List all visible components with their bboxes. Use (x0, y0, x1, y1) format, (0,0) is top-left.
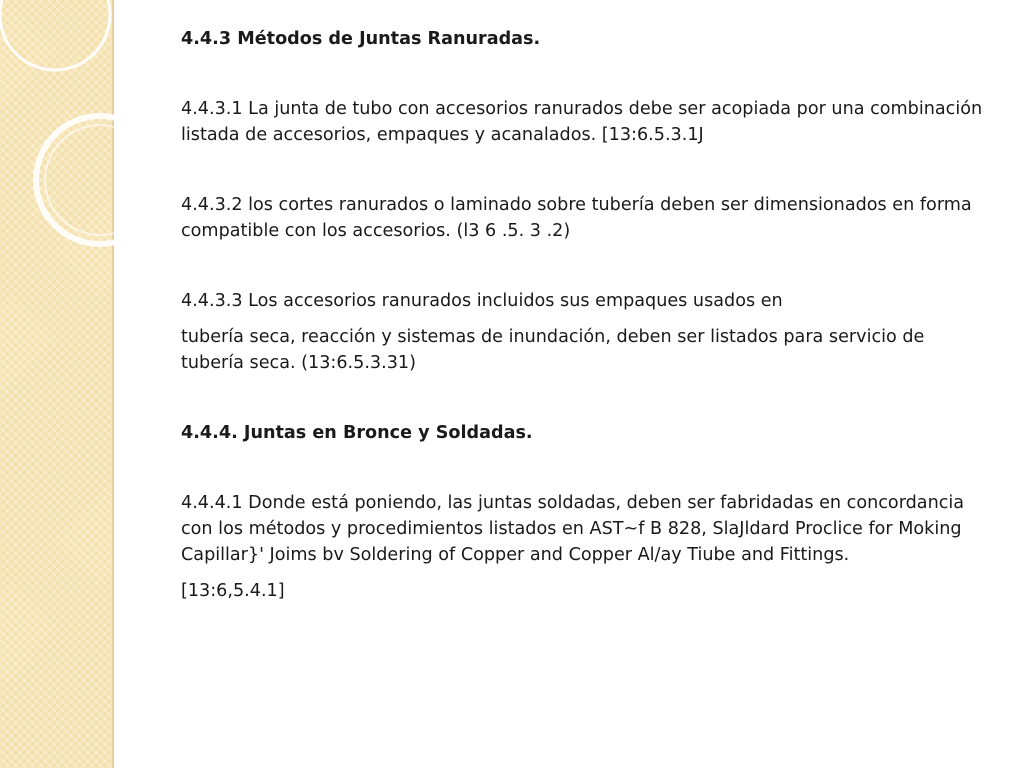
decorative-ring-inner (45, 125, 155, 235)
paragraph-4-4-3-1: 4.4.3.1 La junta de tubo con accesorios ranurados debe ser acopiada por una combinación listada de accesorios, empaques y acanalados. [13:6.5.3.1J (181, 99, 983, 145)
section-heading-4-4-4: 4.4.4. Juntas en Bronce y Soldadas. (181, 423, 533, 443)
slide-content (181, 26, 991, 604)
paragraph-4-4-4-1: 4.4.4.1 Donde está poniendo, las juntas soldadas, deben ser fabridadas en concordancia con los métodos y procedimientos listados en AST~f B 828, SlaJldard Proclice for Moking Capillar}' Joims bv Soldering of Copper and Copper Al/ay Tiube and Fittings. (181, 493, 965, 565)
decorative-ring-large (0, 0, 110, 70)
decorative-ring-medium (36, 116, 160, 244)
paragraph-4-4-3-2: 4.4.3.2 los cortes ranurados o laminado sobre tubería deben ser dimensionados en forma compatible con los accesorios. (l3 6 .5. 3 .2) (181, 195, 972, 241)
section-heading-4-4-3: 4.4.3 Métodos de Juntas Ranuradas. (181, 29, 541, 49)
paragraph-4-4-3-3-line2: tubería seca, reacción y sistemas de inundación, deben ser listados para servicio de tubería seca. (13:6.5.3.31) (181, 327, 925, 373)
decorative-rings (0, 0, 160, 280)
paragraph-4-4-3-3-line1: 4.4.3.3 Los accesorios ranurados incluidos sus empaques usados en (181, 291, 783, 311)
paragraph-4-4-4-1-reference: [13:6,5.4.1] (181, 581, 285, 601)
